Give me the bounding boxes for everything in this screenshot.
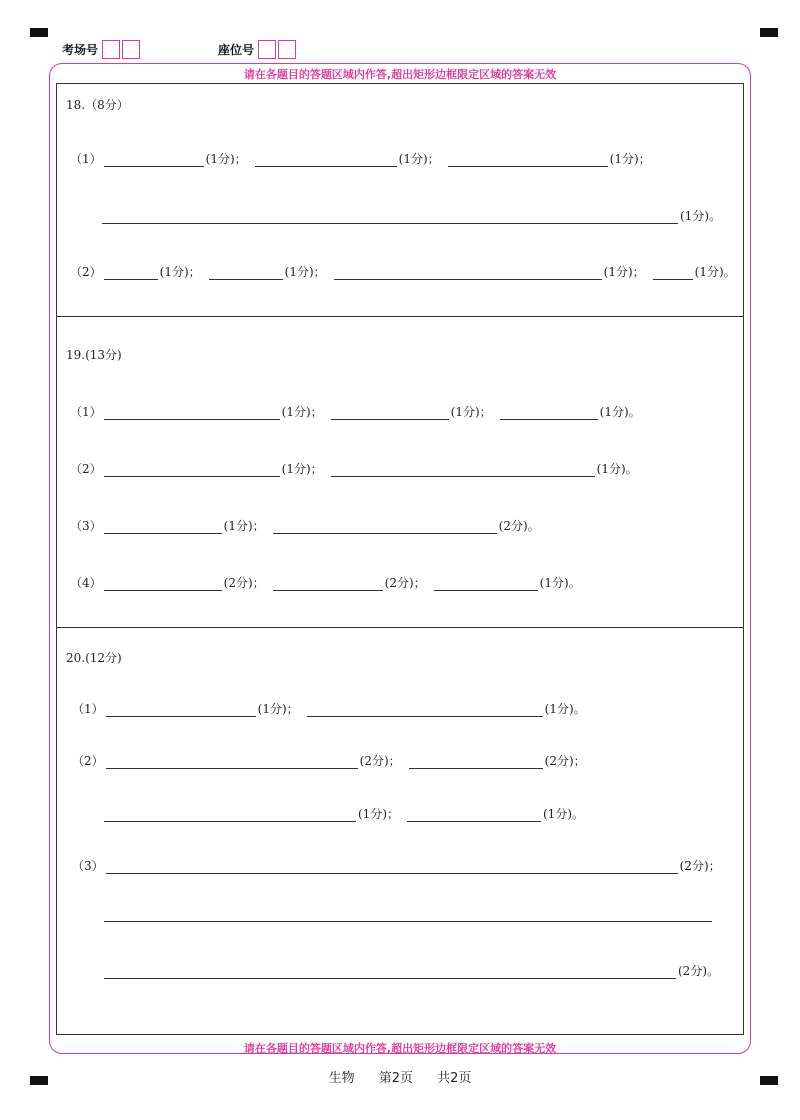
answer-blank[interactable] (104, 153, 204, 167)
answer-blank[interactable] (409, 755, 543, 769)
q19-row-3: （3） (1分)； (2分)。 (70, 519, 540, 533)
answer-blank[interactable] (653, 266, 693, 280)
answer-blank[interactable] (102, 210, 678, 224)
divider-19-20 (57, 627, 743, 628)
answer-blank[interactable] (104, 266, 158, 280)
q20-row-2b: (1分)； (1分)。 (102, 805, 584, 822)
exam-room-boxes[interactable] (102, 40, 142, 59)
answer-blank[interactable] (104, 908, 712, 922)
divider-18-19 (57, 316, 743, 317)
answer-blank[interactable] (104, 965, 676, 979)
answer-blank[interactable] (106, 703, 256, 717)
answer-blank[interactable] (255, 153, 397, 167)
exam-room-field (62, 40, 142, 59)
registration-mark-top-right (760, 28, 778, 37)
q20-row-3b (102, 908, 714, 922)
answer-blank[interactable] (331, 406, 449, 420)
q18-row-2: （2） (1分)； (1分)； (1分)； (1分)。 (70, 265, 736, 279)
answer-blank[interactable] (209, 266, 283, 280)
q20-title: 20.(12分) (66, 651, 122, 665)
q19-row-1: （1） (1分)； (1分)； (1分)。 (70, 405, 641, 419)
q19-row-4: （4） (2分)； (2分)； (1分)。 (70, 576, 581, 590)
q18-row-1: （1） (1分)； (1分)； (1分)； (70, 152, 651, 166)
q20-row-3c: (2分)。 (102, 962, 719, 979)
q19-title: 19.(13分) (66, 348, 122, 362)
answer-blank[interactable] (500, 406, 598, 420)
answer-box (56, 83, 744, 1035)
answer-blank[interactable] (106, 755, 358, 769)
answer-blank[interactable] (273, 520, 497, 534)
answer-blank[interactable] (104, 577, 222, 591)
registration-mark-top-left (30, 28, 48, 37)
answer-blank[interactable] (434, 577, 538, 591)
q18-row-1b: (1分)。 (100, 207, 721, 224)
answer-blank[interactable] (448, 153, 608, 167)
answer-blank[interactable] (334, 266, 602, 280)
answer-blank[interactable] (331, 463, 595, 477)
answer-blank[interactable] (104, 808, 356, 822)
seat-boxes[interactable] (258, 40, 298, 59)
total-pages: 共2页 (437, 1071, 472, 1086)
notice-bottom: 请在各题目的答题区域内作答,超出矩形边框限定区域的答案无效 (243, 1042, 557, 1055)
answer-blank[interactable] (307, 703, 543, 717)
q20-row-1: （1） (1分)； (1分)。 (72, 702, 586, 716)
page-footer (0, 1067, 800, 1086)
answer-blank[interactable] (407, 808, 541, 822)
seat-label: 座位号 (218, 43, 255, 57)
answer-blank[interactable] (104, 520, 222, 534)
exam-room-label: 考场号 (62, 43, 99, 57)
subject-label: 生物 (328, 1071, 355, 1086)
q19-row-2: （2） (1分)； (1分)。 (70, 462, 638, 476)
page-number: 第2页 (378, 1071, 413, 1086)
q20-row-2: （2） (2分)； (2分)； (72, 754, 586, 768)
answer-blank[interactable] (106, 860, 678, 874)
answer-blank[interactable] (104, 406, 280, 420)
answer-blank[interactable] (104, 463, 280, 477)
notice-top: 请在各题目的答题区域内作答,超出矩形边框限定区域的答案无效 (243, 68, 557, 81)
q18-title: 18.（8分） (66, 98, 129, 112)
seat-field (218, 40, 298, 59)
q20-row-3: （3） (2分)； (72, 859, 721, 873)
answer-blank[interactable] (273, 577, 383, 591)
